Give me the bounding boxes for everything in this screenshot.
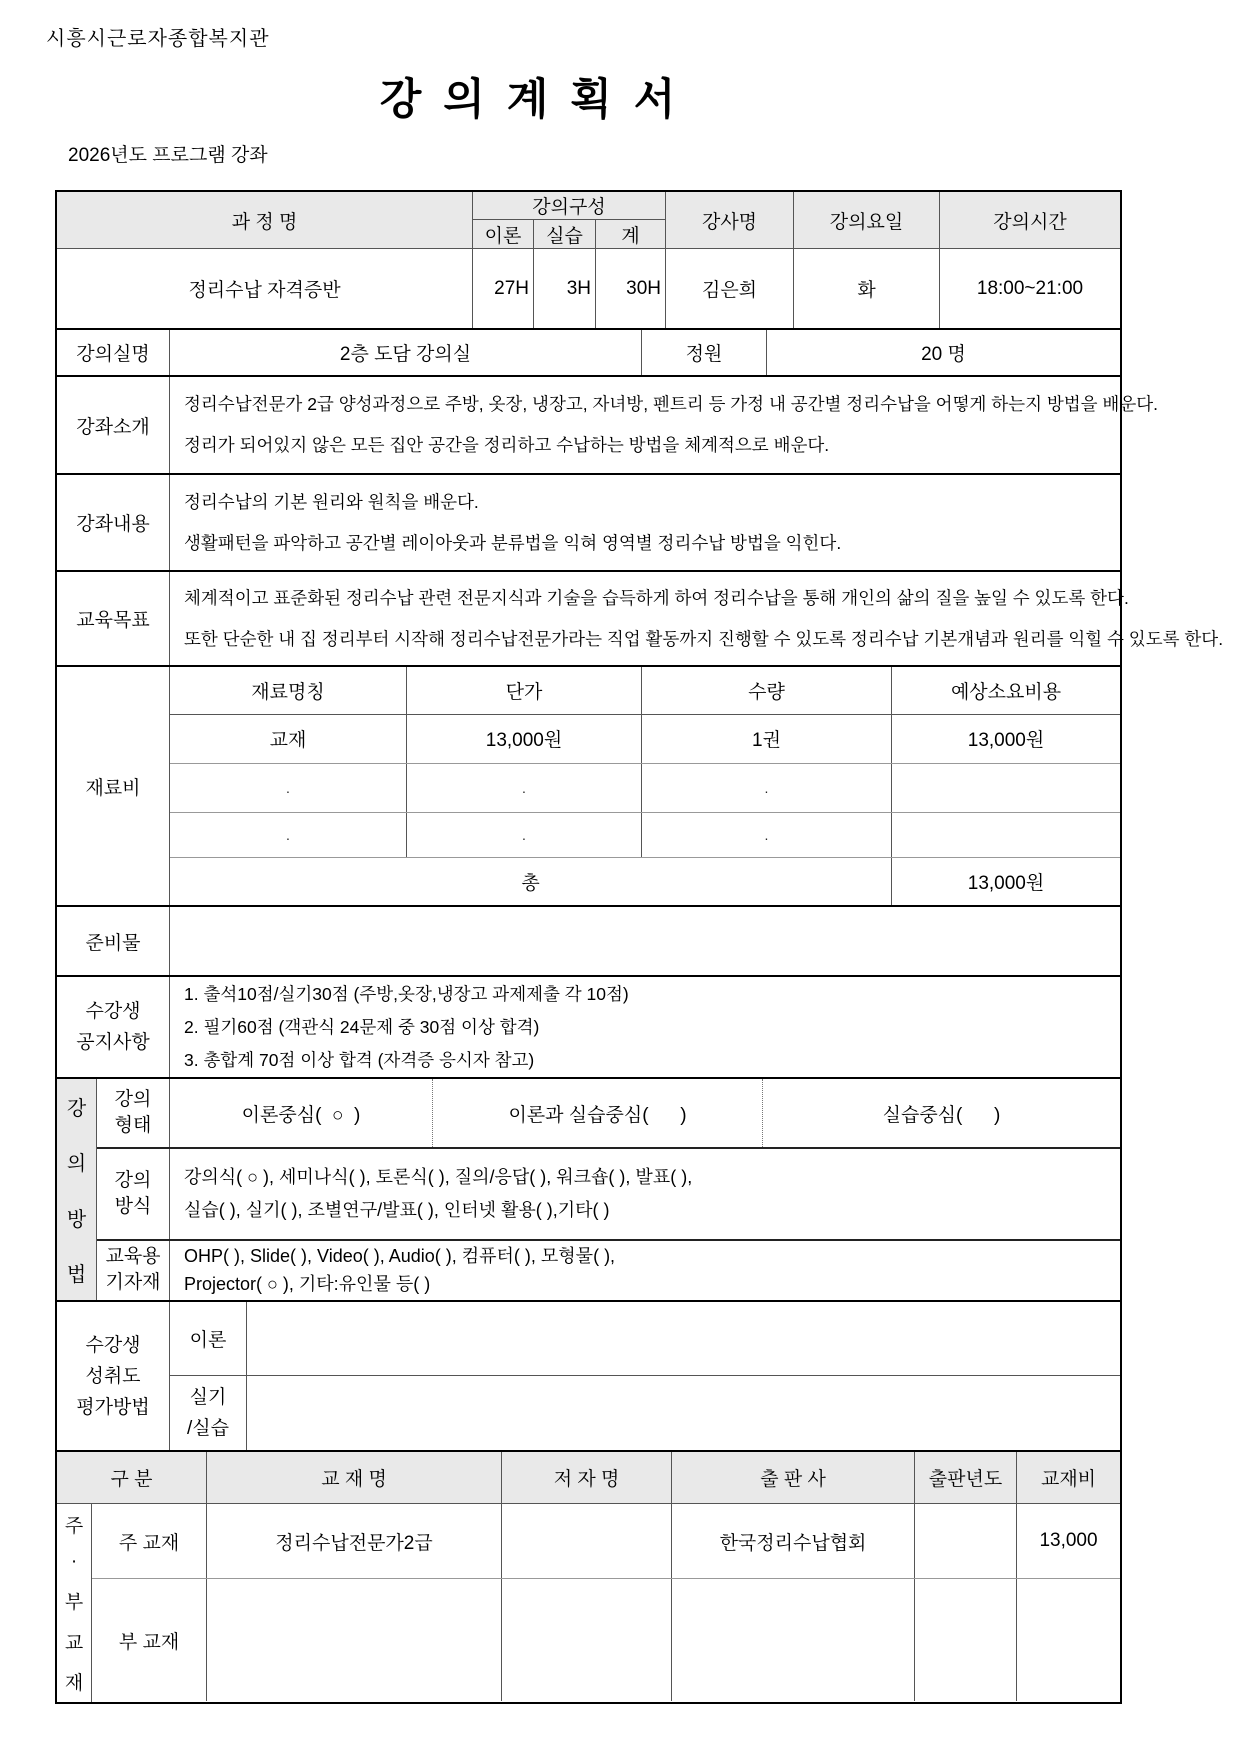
textbook-header-row xyxy=(57,1452,1120,1504)
notice-label-line2: 공지사항 xyxy=(76,1032,150,1053)
materials-header-qty: 수량 xyxy=(642,667,892,714)
room-value: 2층 도담 강의실 xyxy=(170,330,642,375)
content-line-1: 정리수납의 기본 원리와 원칙을 배운다. xyxy=(184,491,479,512)
header-composition: 강의구성 xyxy=(473,192,665,220)
textbook-header-author: 저 자 명 xyxy=(502,1452,672,1503)
practice-hours-cell: 3H xyxy=(534,249,596,328)
intro-row xyxy=(57,377,1158,475)
intro-label: 강좌소개 xyxy=(57,377,170,473)
content-line-2: 생활패턴을 파악하고 공간별 레이아웃과 분류법을 익혀 영역별 정리수납 방법을 익힌다. xyxy=(184,532,842,553)
evaluation-practice-row xyxy=(170,1376,1120,1450)
instructor-cell: 김은희 xyxy=(666,249,794,328)
intro-lines xyxy=(170,384,1158,466)
preparation-label: 준비물 xyxy=(57,907,170,975)
evaluation-label xyxy=(57,1302,170,1450)
material-unitprice-cell: . xyxy=(407,813,642,858)
method-style-row xyxy=(97,1149,1120,1240)
content-content xyxy=(170,475,1120,570)
materials-header-unitprice: 단가 xyxy=(407,667,642,714)
textbook-body xyxy=(57,1504,1120,1702)
textbook-vlabel-char: · xyxy=(70,1551,78,1573)
method-equipment-label-line2: 기자재 xyxy=(105,1272,161,1294)
content-lines xyxy=(170,482,841,564)
day-cell: 화 xyxy=(794,249,940,328)
evaluation-practice-label-line2: /실습 xyxy=(187,1418,229,1439)
method-style-label-line1: 강의 xyxy=(114,1169,152,1191)
method-form-label-line1: 강의 xyxy=(114,1089,152,1111)
materials-label: 재료비 xyxy=(57,667,170,905)
textbook-main-year xyxy=(915,1504,1017,1578)
lecture-plan-table xyxy=(55,190,1224,1704)
material-name-cell: 교재 xyxy=(170,715,407,764)
notice-row xyxy=(57,977,1120,1079)
textbook-sub-row xyxy=(92,1579,1120,1701)
textbook-vlabel-char: 교 xyxy=(64,1632,84,1654)
total-hours-cell: 30H xyxy=(596,249,666,328)
header-sum: 계 xyxy=(621,225,640,247)
textbook-header-year: 출판년도 xyxy=(915,1452,1017,1503)
intro-line-1: 정리수납전문가 2급 양성과정으로 주방, 옷장, 냉장고, 자녀방, 펜트리 등 가정 내 공간별 정리수납을 어떻게 하는지 방법을 배운다. xyxy=(184,394,1158,414)
evaluation-label-line: 수강생 xyxy=(85,1334,141,1356)
notice-label-line1: 수강생 xyxy=(85,1001,141,1022)
method-form-row xyxy=(97,1079,1120,1149)
materials-header-name: 재료명칭 xyxy=(170,667,407,714)
method-equipment-line2: Projector( ○ ), 기타:유인물 등( ) xyxy=(184,1274,431,1295)
method-vlabel-char: 의 xyxy=(66,1153,87,1176)
goal-content xyxy=(170,572,1223,665)
method-equipment-label xyxy=(97,1241,170,1300)
method-form-label-line2: 형태 xyxy=(114,1115,152,1137)
header-composition-group xyxy=(473,192,666,248)
textbook-vlabel-char: 주 xyxy=(64,1515,84,1537)
intro-content xyxy=(170,377,1158,473)
textbook-header-category: 구 분 xyxy=(57,1452,207,1503)
time-cell: 18:00~21:00 xyxy=(976,277,1084,299)
method-form-option: 이론중심( ○ ) xyxy=(241,1104,361,1126)
method-style-content xyxy=(170,1149,1120,1238)
textbook-header-price: 교재비 xyxy=(1017,1452,1120,1503)
textbook-sub-title xyxy=(207,1579,502,1701)
material-cost-cell xyxy=(892,813,1120,858)
materials-row xyxy=(170,715,1120,765)
capacity-value: 20 명 xyxy=(921,344,966,365)
header-course-name: 과 정 명 xyxy=(57,192,473,248)
textbook-sub-year xyxy=(915,1579,1017,1701)
notice-items xyxy=(170,978,629,1077)
textbook-main-title: 정리수납전문가2급 xyxy=(207,1504,502,1578)
evaluation-section xyxy=(57,1302,1120,1452)
evaluation-theory-label: 이론 xyxy=(170,1302,247,1375)
method-form-option: 이론과 실습중심( ) xyxy=(432,1079,762,1147)
materials-row xyxy=(170,813,1120,859)
preparation-row xyxy=(57,907,1120,977)
textbook-vlabel-char: 재 xyxy=(64,1673,84,1695)
material-qty-cell: . xyxy=(642,764,892,812)
textbook-vertical-label xyxy=(57,1504,92,1702)
method-equipment-label-line1: 교육용 xyxy=(105,1246,161,1268)
textbook-sub-price xyxy=(1017,1579,1120,1701)
method-form-option: 실습중심( ) xyxy=(762,1079,1120,1147)
goal-line-1: 체계적이고 표준화된 정리수납 관련 전문지식과 기술을 습득하게 하여 정리수납을 통해 개인의 삶의 질을 높일 수 있도록 한다. xyxy=(184,587,1129,608)
textbook-main-label: 주 교재 xyxy=(92,1504,207,1578)
course-data-row xyxy=(57,249,1120,330)
method-rows xyxy=(97,1079,1120,1300)
textbook-sub-author xyxy=(502,1579,672,1701)
material-name-cell: . xyxy=(170,764,407,812)
materials-header-row xyxy=(170,667,1120,715)
textbook-main-price: 13,000 xyxy=(1039,1530,1098,1551)
evaluation-practice-label-line1: 실기 xyxy=(189,1387,227,1408)
notice-label xyxy=(57,977,170,1077)
materials-section xyxy=(57,667,1120,907)
textbook-rows xyxy=(92,1504,1120,1702)
evaluation-practice-label xyxy=(170,1376,247,1450)
method-vertical-label xyxy=(57,1079,97,1300)
textbook-sub-publisher xyxy=(672,1579,915,1701)
preparation-value xyxy=(170,907,1120,975)
materials-header-cost: 예상소요비용 xyxy=(950,681,1062,703)
room-row xyxy=(57,330,1120,377)
materials-row xyxy=(170,764,1120,813)
textbook-vlabel-char: 부 xyxy=(64,1591,84,1613)
organization-name: 시흥시근로자종합복지관 xyxy=(46,28,270,50)
course-name-cell: 정리수납 자격증반 xyxy=(57,249,473,328)
intro-line-2: 정리가 되어있지 않은 모든 집안 공간을 정리하고 수납하는 방법을 체계적으로 배운다. xyxy=(184,435,830,455)
notice-item: 2. 필기60점 (객관식 24문제 중 30점 이상 합격) xyxy=(184,1016,540,1037)
evaluation-theory-value xyxy=(247,1302,1120,1375)
materials-table xyxy=(170,667,1120,905)
method-equipment-line1: OHP( ), Slide( ), Video( ), Audio( ), 컴퓨터( ), 모형물( ), xyxy=(184,1246,616,1267)
material-cost-cell: 13,000원 xyxy=(967,730,1045,752)
page-title: 강 의 계 획 서 xyxy=(379,76,681,124)
evaluation-theory-row xyxy=(170,1302,1120,1376)
material-unitprice-cell: 13,000원 xyxy=(407,715,642,764)
textbook-main-author xyxy=(502,1504,672,1578)
material-qty-cell: . xyxy=(642,813,892,858)
textbook-header-title: 교 재 명 xyxy=(207,1452,502,1503)
notice-item: 3. 총합계 70점 이상 합격 (자격증 응시자 참고) xyxy=(184,1049,535,1070)
method-style-label xyxy=(97,1149,170,1238)
content-label: 강좌내용 xyxy=(57,475,170,570)
goal-lines xyxy=(170,578,1223,660)
evaluation-label-line: 성취도 xyxy=(85,1365,141,1387)
method-style-line1: 강의식( ○ ), 세미나식( ), 토론식( ), 질의/응답( ), 워크숍( ), 발표( ), xyxy=(184,1166,693,1187)
evaluation-practice-value xyxy=(247,1376,1120,1450)
materials-total-value: 13,000원 xyxy=(967,873,1045,895)
method-style-line2: 실습( ), 실기( ), 조별연구/발표( ), 인터넷 활용( ),기타( ) xyxy=(184,1199,610,1220)
method-equipment-row xyxy=(97,1241,1120,1300)
course-header-row xyxy=(57,192,1120,249)
material-qty-cell: 1권 xyxy=(642,715,892,764)
textbook-main-row xyxy=(92,1504,1120,1579)
program-year-subtitle: 2026년도 프로그램 강좌 xyxy=(68,145,268,166)
content-row xyxy=(57,475,1120,572)
textbook-main-publisher: 한국정리수납협회 xyxy=(672,1504,915,1578)
method-equipment-content xyxy=(170,1241,1120,1300)
capacity-label: 정원 xyxy=(642,330,767,375)
goal-line-2: 또한 단순한 내 집 정리부터 시작해 정리수납전문가라는 직업 활동까지 진행할 수 있도록 정리수납 기본개념과 원리를 익힐 수 있도록 한다. xyxy=(184,628,1224,649)
textbook-header-publisher: 출 판 사 xyxy=(672,1452,915,1503)
goal-label: 교육목표 xyxy=(57,572,170,665)
header-theory: 이론 xyxy=(473,220,534,248)
material-unitprice-cell: . xyxy=(407,764,642,812)
material-name-cell: . xyxy=(170,813,407,858)
header-composition-subrow xyxy=(473,220,665,248)
header-instructor: 강사명 xyxy=(666,192,794,248)
header-practice: 실습 xyxy=(534,220,596,248)
method-vlabel-char: 방 xyxy=(66,1208,87,1231)
notice-item: 1. 출석10점/실기30점 (주방,옷장,냉장고 과제제출 각 10점) xyxy=(184,983,629,1004)
theory-hours-cell: 27H xyxy=(473,249,534,328)
method-section xyxy=(57,1079,1120,1302)
evaluation-label-line: 평가방법 xyxy=(76,1396,150,1418)
material-cost-cell xyxy=(892,764,1120,812)
method-form-label xyxy=(97,1079,170,1147)
method-vlabel-char: 법 xyxy=(66,1263,87,1286)
evaluation-rows xyxy=(170,1302,1120,1450)
notice-content xyxy=(170,977,1120,1077)
method-vlabel-char: 강 xyxy=(66,1098,87,1121)
room-label: 강의실명 xyxy=(57,330,170,375)
goal-row xyxy=(57,572,1224,667)
method-style-lines xyxy=(170,1161,692,1227)
method-style-label-line2: 방식 xyxy=(114,1195,152,1217)
header-day: 강의요일 xyxy=(794,192,940,248)
header-time: 강의시간 xyxy=(940,192,1120,248)
textbook-sub-label: 부 교재 xyxy=(92,1579,207,1701)
method-equipment-lines xyxy=(170,1242,615,1298)
materials-total-label: 총 xyxy=(170,858,892,905)
materials-total-row xyxy=(170,858,1120,905)
